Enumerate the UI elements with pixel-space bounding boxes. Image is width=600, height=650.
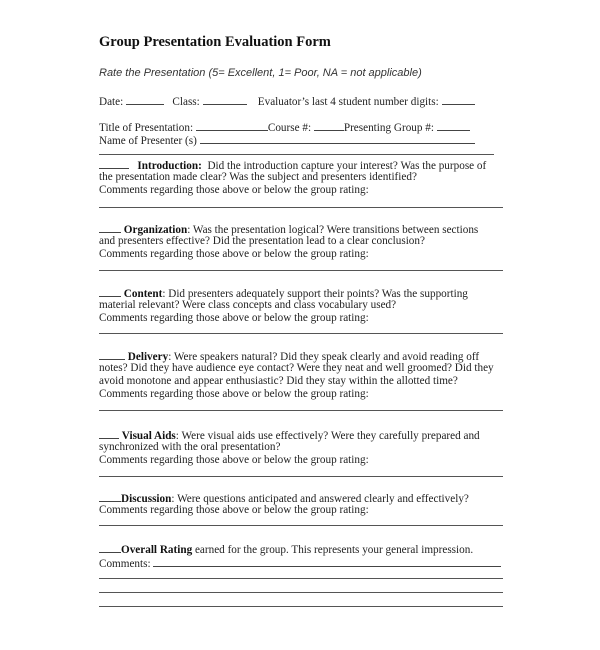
section-heading: Visual Aids	[121, 430, 176, 442]
comments-prompt: Comments regarding those above or below the group rating:	[99, 312, 369, 324]
section-overall-rating	[99, 542, 473, 557]
course-field[interactable]	[314, 120, 344, 131]
section-text: : Did presenters adequately support their points? Was the supporting	[162, 288, 468, 300]
rating-blank[interactable]	[99, 349, 125, 360]
title-label: Title of Presentation:	[99, 122, 194, 134]
comment-line[interactable]	[99, 606, 503, 607]
comments-prompt: Comments regarding those above or below the group rating:	[99, 388, 369, 400]
presenter-line-2[interactable]	[99, 154, 494, 155]
comment-line[interactable]	[99, 333, 503, 334]
section-text: avoid monotone and appear enthusiastic? Did they stay within the allotted time?	[99, 375, 458, 387]
comment-line[interactable]	[99, 476, 503, 477]
section-text: material relevant? Were class concepts and class vocabulary used?	[99, 299, 397, 311]
section-text: : Were speakers natural? Did they speak clearly and avoid reading off	[168, 351, 480, 363]
presenter-field[interactable]	[200, 133, 475, 144]
section-heading: Introduction:	[137, 160, 202, 172]
section-text: : Was the presentation logical? Were transitions between sections	[187, 224, 479, 236]
rating-blank[interactable]	[99, 158, 129, 169]
comments-label: Comments:	[99, 558, 151, 570]
rating-instructions: Rate the Presentation (5= Excellent, 1= Poor, NA = not applicable)	[99, 67, 422, 79]
comment-line[interactable]	[99, 578, 503, 579]
presenter-label: Name of Presenter (s)	[99, 135, 197, 147]
section-heading: Organization	[123, 224, 188, 236]
section-text: : Were questions anticipated and answered clearly and effectively?	[171, 493, 469, 505]
evaluator-label: Evaluator’s last 4 student number digits:	[257, 96, 439, 108]
title-field[interactable]	[196, 120, 268, 131]
section-heading: Delivery	[127, 351, 169, 363]
comment-line[interactable]	[153, 556, 501, 567]
date-field[interactable]	[126, 94, 164, 105]
section-text: Did the introduction capture your interest? Was the purpose of	[207, 160, 487, 172]
comment-line[interactable]	[99, 270, 503, 271]
section-heading: Discussion	[121, 493, 172, 505]
comments-prompt: Comments regarding those above or below the group rating:	[99, 248, 369, 260]
section-text: : Were visual aids use effectively? Were they carefully prepared and	[175, 430, 480, 442]
section-text: synchronized with the oral presentation?	[99, 441, 281, 453]
section-text: the presentation made clear? Was the subject and presenters identified?	[99, 171, 417, 183]
comment-line[interactable]	[99, 525, 503, 526]
evaluator-field[interactable]	[442, 94, 475, 105]
rating-blank[interactable]	[99, 491, 121, 502]
section-text: earned for the group. This represents your general impression.	[192, 544, 474, 556]
comments-prompt: Comments regarding those above or below the group rating:	[99, 454, 369, 466]
date-class-row	[99, 94, 475, 109]
section-heading: Content	[123, 288, 163, 300]
rating-blank[interactable]	[99, 428, 119, 439]
rating-blank[interactable]	[99, 542, 121, 553]
comment-line[interactable]	[99, 207, 503, 208]
class-label: Class:	[172, 96, 200, 108]
rating-blank[interactable]	[99, 286, 121, 297]
comment-line[interactable]	[99, 410, 503, 411]
group-field[interactable]	[437, 120, 470, 131]
section-text: notes? Did they have audience eye contact? Were they neat and well groomed? Did they	[99, 362, 494, 374]
date-label: Date:	[99, 96, 124, 108]
section-text: and presenters effective? Did the presentation lead to a clear conclusion?	[99, 235, 425, 247]
presenter-row	[99, 133, 475, 148]
course-label: Course #:	[267, 122, 312, 134]
section-heading: Overall Rating	[121, 544, 193, 556]
rating-blank[interactable]	[99, 222, 121, 233]
class-field[interactable]	[203, 94, 247, 105]
comments-prompt: Comments regarding those above or below the group rating:	[99, 504, 369, 516]
group-label: Presenting Group #:	[343, 122, 434, 134]
overall-comments-row	[99, 556, 501, 571]
comments-prompt: Comments regarding those above or below the group rating:	[99, 184, 369, 196]
comment-line[interactable]	[99, 592, 503, 593]
form-title: Group Presentation Evaluation Form	[99, 34, 331, 50]
